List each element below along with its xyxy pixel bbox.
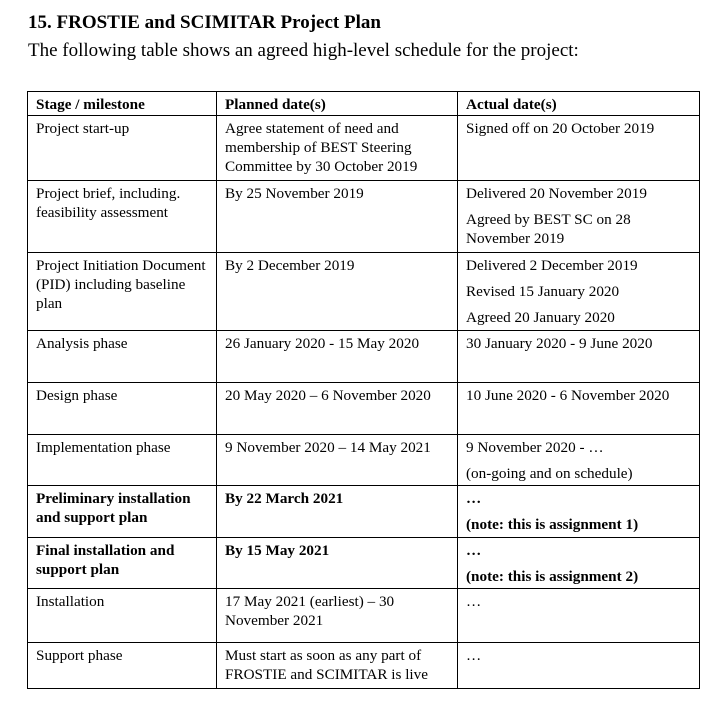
header-cell-stage (28, 92, 217, 116)
stage-cell (28, 331, 217, 383)
stage-text: Project start-up (36, 120, 130, 137)
actual-text: 9 November 2020 - … (466, 439, 604, 456)
table-row (28, 435, 700, 486)
planned-cell (217, 486, 458, 538)
table-row (28, 486, 700, 538)
planned-text: 9 November 2020 – 14 May 2021 (225, 439, 431, 456)
actual-text: … (466, 593, 482, 610)
actual-text: 10 June 2020 - 6 November 2020 (466, 387, 670, 404)
planned-text: Agree statement of need and membership of BEST Steering Committee by 30 October 2019 (225, 120, 418, 175)
header-cell-planned (217, 92, 458, 116)
planned-cell (217, 383, 458, 435)
actual-cell (458, 116, 700, 181)
planned-text: 20 May 2020 – 6 November 2020 (225, 387, 431, 404)
actual-text: Signed off on 20 October 2019 (466, 120, 655, 137)
actual-cell (458, 181, 700, 253)
actual-text: Agreed 20 January 2020 (466, 309, 615, 326)
stage-text: Analysis phase (36, 335, 128, 352)
planned-cell (217, 253, 458, 331)
planned-cell (217, 331, 458, 383)
planned-text: 26 January 2020 - 15 May 2020 (225, 335, 420, 352)
stage-cell (28, 116, 217, 181)
table-row (28, 253, 700, 331)
planned-text: 17 May 2021 (earliest) – 30 November 2021 (225, 593, 395, 629)
stage-text: Final installation and support plan (36, 542, 175, 578)
actual-cell (458, 486, 700, 538)
stage-text: Support phase (36, 647, 123, 664)
actual-text: Delivered 20 November 2019 (466, 185, 647, 202)
actual-text: … (466, 490, 482, 507)
stage-cell (28, 589, 217, 643)
table-row (28, 589, 700, 643)
actual-text: Agreed by BEST SC on 28 November 2019 (466, 211, 631, 247)
header-planned-text: Planned date(s) (225, 96, 326, 113)
actual-cell (458, 643, 700, 689)
actual-cell (458, 331, 700, 383)
stage-cell (28, 486, 217, 538)
planned-cell (217, 643, 458, 689)
planned-cell (217, 181, 458, 253)
header-actual-text: Actual date(s) (466, 96, 557, 113)
stage-cell (28, 383, 217, 435)
stage-cell (28, 253, 217, 331)
header-stage-text: Stage / milestone (36, 96, 145, 113)
actual-cell (458, 435, 700, 486)
table-row (28, 643, 700, 689)
actual-text: Revised 15 January 2020 (466, 283, 620, 300)
planned-text: By 15 May 2021 (225, 542, 330, 559)
actual-text: … (466, 542, 482, 559)
stage-cell (28, 643, 217, 689)
planned-cell (217, 589, 458, 643)
actual-text: 30 January 2020 - 9 June 2020 (466, 335, 653, 352)
actual-cell (458, 383, 700, 435)
actual-text: (on-going and on schedule) (466, 465, 633, 482)
actual-text: … (466, 647, 482, 664)
stage-text: Installation (36, 593, 105, 610)
table-row (28, 116, 700, 181)
actual-cell (458, 253, 700, 331)
stage-text: Project brief, including. feasibility assessment (36, 185, 181, 221)
planned-text: By 25 November 2019 (225, 185, 364, 202)
stage-cell (28, 435, 217, 486)
stage-text: Preliminary installation and support plan (36, 490, 191, 526)
planned-text: By 2 December 2019 (225, 257, 355, 274)
table-row (28, 538, 700, 589)
planned-text: Must start as soon as any part of FROSTIE and SCIMITAR is live (225, 647, 428, 683)
table-row (28, 331, 700, 383)
stage-cell (28, 181, 217, 253)
stage-text: Implementation phase (36, 439, 171, 456)
table-header-row (28, 92, 700, 116)
stage-cell (28, 538, 217, 589)
actual-text: (note: this is assignment 1) (466, 516, 639, 533)
intro-paragraph: The following table shows an agreed high-level schedule for the project: (28, 40, 579, 61)
planned-cell (217, 538, 458, 589)
table-row (28, 181, 700, 253)
planned-text: By 22 March 2021 (225, 490, 344, 507)
stage-text: Design phase (36, 387, 118, 404)
actual-cell (458, 589, 700, 643)
stage-text: Project Initiation Document (PID) including baseline plan (36, 257, 206, 312)
actual-text: (note: this is assignment 2) (466, 568, 639, 585)
table-row (28, 383, 700, 435)
actual-text: Delivered 2 December 2019 (466, 257, 638, 274)
document-heading: 15. FROSTIE and SCIMITAR Project Plan (28, 12, 381, 33)
planned-cell (217, 435, 458, 486)
header-cell-actual (458, 92, 700, 116)
actual-cell (458, 538, 700, 589)
schedule-table (27, 91, 700, 689)
planned-cell (217, 116, 458, 181)
